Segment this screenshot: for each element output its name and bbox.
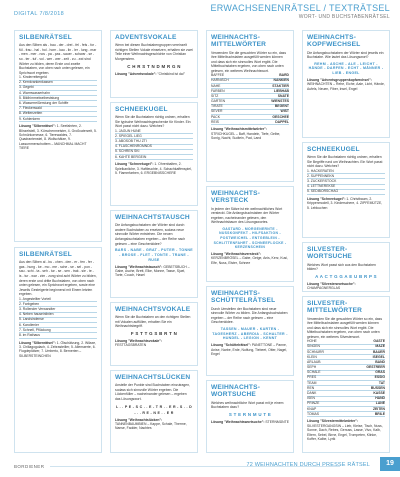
puzzle-item-label: 8. Weltenzeiten	[19, 111, 43, 116]
solution-text: WEIHNACHTEN – Rehe, Eiche, Aale, Licht, Hände, Aufels, Neuen, Fiber, Insel, Engel	[307, 82, 385, 91]
solution-label: Lösung "Adventsvokale":	[115, 71, 157, 76]
left-word: HARNISCH	[211, 78, 229, 83]
solution-text: FESTTAGSBRATEN	[115, 343, 147, 348]
solution-text: 1. Christbaum, 2. Krippenmodell, 3. Kinderschere, 4. ZIPFEMÜTZE, 5. Lebkuchen	[307, 196, 383, 210]
right-word: SNATE	[277, 93, 289, 98]
card-title: SILBENRÄTSEL	[19, 34, 72, 41]
card-intro: Die Anfangsbuchstaben der Wörter sind jeweils ein Buchstabe. Wie lautet das Lösungswort?	[307, 50, 384, 60]
word-row	[307, 372, 385, 376]
puzzle-item-label: 3. Rollender Verwandter	[19, 307, 56, 312]
page-number: 19	[380, 457, 400, 471]
puzzle-item-label: 6. Kandienier	[19, 322, 39, 327]
puzzle-item	[115, 156, 193, 160]
left-word: NAHE	[211, 83, 221, 88]
word-rows	[303, 340, 389, 417]
left-word: TEAM	[307, 380, 317, 385]
puzzle-item-label: 4. Neben hauseinlinien	[19, 312, 54, 317]
card-intro: Wenn bei diesen Buchstabengruppen vereinzelt richtigen Stellen Vokale einsetzen, erhalten sie zwei Teile einer Weihnachtsgeschichte von Christian Morgenstern.	[115, 43, 193, 62]
card-title: SILVESTER-MITTELWÖRTER	[307, 300, 363, 315]
right-word: ISEGEL	[372, 354, 385, 359]
right-word: BARD	[279, 73, 289, 78]
left-word: ISEN	[307, 396, 315, 401]
card-title: WEIHNACHTSVOKALE	[115, 306, 191, 313]
solution-label: Lösung "Weihnachtsvokale":	[115, 339, 163, 344]
puzzle-item-label: 1. JAGUN HUNE	[115, 128, 141, 133]
adventsvokale-card	[110, 30, 198, 98]
weihnachtsversteck-card	[206, 186, 294, 282]
puzzle-item-label: 4. FLASCHENROMNDS	[115, 144, 152, 149]
item-list	[111, 130, 197, 160]
page-header	[14, 3, 390, 23]
card-intro: In jedem der Sätze ist ein weihnachtliches Wort versteckt. Die Anfangsbuchstaben der Wörter ergeben, nacheinander gelesen, den Weihnachtsbaum des Lösungswortes.	[211, 206, 283, 225]
right-word: LIEBHAB	[273, 88, 289, 93]
puzzle-item-label: 8. im Rathaus	[19, 333, 40, 337]
solution-text: GEBETSBUCH – Gabe, Asche, Brett, Elke, Monne, Tasse, Sjuel, Torte, Couch, Hasel	[115, 264, 190, 278]
card-title: WEIHNACHTS-MITTELWÖRTER	[211, 34, 267, 49]
column-3	[206, 30, 294, 453]
right-word: WIST	[280, 109, 289, 114]
right-word: BEGENT	[274, 104, 289, 109]
solution-label: Lösung "Schneekugel":	[115, 162, 154, 167]
puzzle-item-label: 5. SCHREN SKI	[115, 149, 140, 154]
right-word: WIENSTES	[271, 99, 289, 104]
word-row	[211, 121, 289, 125]
card-intro: Welches weihnachtliche Wort passt mit je einem Buchstaben dazu?	[211, 400, 284, 410]
right-word: BUSSEN	[370, 385, 385, 390]
solution-label: Lösung "Adventsgruppenkopfwechsel":	[307, 78, 372, 83]
solution-label: Lösung "Weihnachtsversteck":	[211, 251, 262, 256]
puzzle-words: TASSEN - MAUER - KARTEN - TAGESHERZ - ABERDIA - SCHALTER - HUNDEL - LEGION - KENNT	[212, 326, 288, 341]
silvester-wortsuche-card	[302, 242, 390, 292]
right-word: GESTREER	[366, 365, 385, 370]
schneekugel-card	[110, 102, 198, 206]
card-title: SILVESTER-WORTSUCHE	[307, 246, 353, 261]
weihnachtsluecken-card	[110, 370, 198, 453]
card-intro: Verwenden Sie die gesuchten Wörter so ein, dass ihre Mittelbuchstaben ausgefüllt werden können und dass sich ein sinnvolles Wort ergibt. Die Mittelbuchstaben ergeben, von oben nach unten gelesen, ein weiteres Weihnachtswort.	[211, 50, 287, 73]
solution-text: "Christkind ist da!"	[157, 71, 185, 76]
left-word: BAFFEE	[211, 73, 225, 78]
right-word: KASSE	[373, 391, 385, 396]
puzzle-words: L . . P E - S C . . E - T R . . E R - S . . D - . . R E - N E . . E R	[115, 404, 193, 415]
word-row	[307, 392, 385, 396]
card-title: SCHNEEKUGEL	[115, 106, 168, 113]
solution	[211, 252, 289, 265]
kopfwechsel-card	[302, 30, 390, 138]
left-word: KLEIN	[307, 354, 317, 359]
puzzle-item-label: 5. SEDIBORSCHAG	[307, 189, 339, 194]
left-word: DANK	[307, 391, 317, 396]
solution	[307, 197, 385, 210]
left-word: PACK	[211, 114, 220, 119]
puzzle-item-label: 7. Fleckenwald	[19, 106, 42, 111]
word-rows	[207, 74, 293, 125]
solution	[115, 162, 193, 175]
solution-text: PANETTONE – Panne, Anise, Narbe, Erde, Nulfung, Tiebeet, Otter, Nagel, Engel	[211, 343, 288, 357]
right-word: GESCHEE	[272, 114, 289, 119]
silbenraetsel-card-1	[14, 30, 102, 242]
right-word: BAND	[375, 359, 385, 364]
card-intro: Aus den Silben als - bau - der - drei - fel - fels - for - fül - frau - hal - hol - horn - kau - lin - ler - lung - mar - men - mer - nos - pa - pas - sauer - schwar - se - so - ter - tuf - vol - wer - wer - zeit - zu - zwi sind Wörter zu bilden, deren Erste und zweite Buchstaben, von oben nach unten gelesen, ein Sprichwort ergeben.	[19, 43, 97, 75]
brand-label: DIGITAL 7/8/2018	[14, 11, 65, 17]
puzzle-letters: F S T T G S B R T N	[130, 331, 178, 337]
puzzle-item-label: 4. Warmwasserhahn	[19, 90, 50, 95]
solution	[211, 343, 289, 356]
puzzle-item-label: 6. Wasserreißerstung der Schiffe	[19, 101, 69, 106]
left-word: PRINZE	[307, 401, 320, 406]
left-word: GARTEN	[211, 99, 226, 104]
weihnachtsmittelwoerter-card	[206, 30, 294, 182]
solution-label: Lösung "Weihnachtstausch":	[115, 264, 163, 269]
puzzle-item-label: 6. KAHTE BERGEIN	[115, 154, 147, 159]
puzzle-letters: S T E R N M U T E	[228, 411, 272, 417]
solution	[211, 420, 289, 424]
item-list	[303, 170, 389, 195]
card-title: SILBENRÄTSEL	[19, 251, 72, 258]
solution	[19, 341, 97, 359]
solution-label: Lösung "Silbenrätsel":	[19, 340, 56, 345]
card-intro: Wenn Sie die Buchstaben richtig ordnen, erhalten Sie Begriffe rund um Weihnachten. Ein Wort passt nicht dazu. Welches?	[307, 155, 383, 169]
solution	[307, 419, 385, 441]
card-title: SCHNEEKUGEL	[307, 146, 360, 153]
solution-label: Lösung "Weihnachtslücken":	[115, 417, 163, 422]
left-word: TIRATE	[211, 104, 223, 109]
solution	[115, 72, 193, 76]
left-word: FARBEN	[211, 88, 225, 93]
page-subtitle: WORT- UND BUCHSTABENRÄTSEL	[298, 14, 390, 20]
card-intro: Anstelle der Punkte sind Buchstaben einzutragen, sodass sich sinnvolle Wörter ergeben. Die Lückenfüller – nacheinander gelesen – ergeben das Lösungswort.	[115, 383, 191, 402]
card-title: WEIHNACHTSTAUSCH	[115, 214, 190, 221]
silvester-mittelwoerter-card	[302, 296, 390, 453]
left-word: SEPH	[307, 365, 317, 370]
card-title: WEIHNACHTS-SCHÜTTELRÄTSEL	[211, 290, 276, 305]
page-footer	[14, 461, 400, 471]
left-word: HOHE	[307, 339, 317, 344]
right-word: GASTE	[373, 339, 385, 344]
puzzle-item-label: 9. Kohlenkern	[19, 116, 40, 121]
right-word: LANE	[375, 401, 385, 406]
publisher-logo: BORDIENER	[14, 464, 45, 469]
puzzle-item	[19, 118, 97, 122]
puzzle-item-label: 7. Schnell, Pflückung	[19, 327, 51, 332]
solution-text: STERNMÜNTE	[265, 419, 289, 424]
card-title: WEIHNACHTSLÜCKEN	[115, 374, 191, 381]
solution-text: 1. Seefahrten, 2. Blinzelstell, 3. Kürschenmeister, 4. Großvaterzeit, 5. Schnürkornesse, 6. Tierewaldes, 7. Quadrantenstel, 8. Wollschätze, 9. Lassummerschottem – MANCHMAL MACHT TIERE	[19, 124, 97, 151]
solution-text: CHAMPAGNERGLAS	[307, 286, 341, 291]
item-list	[15, 76, 101, 122]
left-word: PRES	[307, 375, 317, 380]
left-word: SINGEN	[307, 344, 320, 349]
solution-label: Lösung "Weihnachtswortsuche":	[211, 419, 265, 424]
solution-text: KERZENBRÖSEL – Gabe, Geige, Anis, Kerz, Kusi, Elfe, Nuss, Elster, Schnee	[211, 256, 288, 265]
card-intro: Verwenden Sie die gesuchten Wörter so ein, dass ihre Mittelbuchstaben ausgefüllt werden können und dass sich ein sinnvolles Wort ergibt. Die Mittelbuchstaben ergeben, von oben nach unten gelesen, ein weiteres Silvesterwort.	[307, 316, 383, 339]
card-title: ADVENTSVOKALE	[115, 34, 177, 41]
right-word: STAKTIER	[272, 83, 289, 88]
solution-label: Lösung "Silvestermittelwörter":	[307, 419, 359, 424]
item-list	[15, 298, 101, 339]
solution-label: Lösung "Schneekugel":	[307, 196, 346, 201]
footer-text: 72 WEIHNACHTEN DURCH PRESSE RÄTSEL	[246, 462, 370, 468]
puzzle-item-label: 5. Landsindense	[19, 317, 44, 322]
right-word: GRAS	[375, 370, 385, 375]
right-word: BAUER	[372, 349, 385, 354]
solution	[115, 418, 193, 431]
schuettelraetsel-card	[206, 286, 294, 376]
right-word: BRILE	[374, 411, 385, 416]
right-word: MAZE	[375, 344, 385, 349]
puzzle-item-label: 4. LETTNEREKSE	[307, 184, 336, 189]
puzzle-item-label: 3. ABOSOB THU ZTI	[115, 139, 147, 144]
solution	[307, 282, 385, 291]
left-word: REIS	[211, 119, 219, 124]
card-title: WEIHNACHTS-VERSTECK	[211, 190, 261, 205]
left-word: REN	[307, 385, 315, 390]
column-2	[110, 30, 198, 453]
right-word: TAT	[378, 380, 385, 385]
puzzle-item-label: 1. HACKERATEN	[307, 168, 334, 173]
solution	[307, 78, 385, 91]
word-row	[307, 413, 385, 417]
card-title: WEIHNACHTS-WORTSUCHE	[211, 384, 261, 399]
column-1	[14, 30, 102, 453]
card-intro: Welches Wort passt sich aus den Buchstaben bilden?	[307, 262, 376, 272]
solution-text: SILVESTERGANGSIN – Lieb, Kleise, Tisch, Nuss, Sonne, Dach, Rebes, Genuss, Lasse, Vivo, Kalb, Eltern, Sebel, Birne, Engel, Trompeten, Klinke, Koffer, Kalbe, Lyrik	[307, 423, 383, 441]
weihnachtstausch-card	[110, 210, 198, 298]
solution	[115, 339, 193, 348]
right-word: ZEITEN	[372, 406, 385, 411]
right-word: DAPPEL	[275, 119, 289, 124]
puzzle-item-label: 2. Kernkrankenkassen	[19, 80, 53, 85]
right-word: HAND	[375, 396, 385, 401]
word-row	[307, 377, 385, 381]
solution	[19, 124, 97, 150]
solution-label: Lösung "Weihnachtsmittelwörter":	[211, 127, 267, 132]
puzzle-item	[19, 334, 97, 338]
solution-label: Lösung "Silbenrätsel":	[19, 124, 56, 129]
puzzle-item-label: 5. Bildhimmelweibeststung	[19, 95, 60, 100]
card-intro: Wenn Sie die Buchstaben richtig ordnen, erhalten Sie typische Weihnachtsgeschenke für Kinder. Ein Wort passt nicht dazu. Welches?	[115, 115, 191, 129]
puzzle-item-label: 1. Angestellter Vorteil	[19, 296, 51, 301]
puzzle-item-label: 3. Gegebi	[19, 85, 34, 90]
schneekugel-card-2	[302, 142, 390, 238]
weihnachtsvokale-card	[110, 302, 198, 366]
solution-text: STRICHKUGEL – Baff, Handeln, Tiefe, Gelbe, Sonig, Nacht, Sudtein, Pad, Land	[211, 131, 281, 141]
card-intro: Durch Umstellen der Buchstaben sind neue sinnvolle Wörter zu bilden. Die Anfangsbuchstaben ergeben – der Reihe nach gelesen – eine Geschenkidee.	[211, 306, 288, 325]
puzzle-letters: C H R S T N D M R G N	[127, 63, 181, 69]
left-word: SEVER	[211, 109, 223, 114]
puzzle-letters: A A C T G G A E U B R P S	[315, 273, 377, 279]
puzzle-item	[307, 191, 385, 195]
card-title: WEIHNACHTS-KOPFWECHSEL	[307, 34, 361, 49]
puzzle-words: BARS - NABE - GRAT - PUTER - TONNE - BROSE - FLET - TONTE - TRANE - RUSE	[115, 248, 193, 262]
left-word: TOMAS	[307, 411, 319, 416]
puzzle-item-label: 3. ZUCKERSTOCK	[307, 179, 337, 184]
solution-label: Lösung "Schüttelrätsel":	[211, 343, 251, 348]
puzzle-item-label: 2. SPIEGEL LIEG	[115, 133, 142, 138]
solution-label: Lösung "Silvesterwortsuche":	[307, 281, 356, 286]
left-word: SCHNURR	[307, 349, 324, 354]
left-word: SCHALE	[307, 370, 321, 375]
right-word: NANKIEN	[273, 78, 289, 83]
left-word: ARLAUB	[307, 359, 321, 364]
solution	[115, 265, 193, 278]
card-intro: Wenn Sie die Buchstaben an den richtigen Stellen mit Vokalen auffüllen, erhalten Sie ein Weihnachtsbegriff.	[115, 315, 191, 329]
card-intro: Aus den Silben al - bu - chen - den - er - fen - fer - gas - hung - ke - mo - me - sche - se - sel - pon - sau - schi - ta - seh - tur - se - sen - trak - sie - te - is - tur - war - zim - zung sind acht Wörter zu bilden, deren erste und dritte Buchstaben, von oben nach unten gelesen, ein Sprichwort ergeben, sowie eine Jeweils Gesteigerte beginnend mit Einem letzten ergeben.	[19, 260, 97, 297]
card-intro: Die Anfangsbuchstaben der Wörter sind durch andere Buchstaben zu ersetzen, sodass neue sinnvolle Wörter entstehen. Die neuen Anfangsbuchstaben ergeben – der Reihe nach gelesen – eine Geschenkidee?	[115, 223, 186, 246]
solution-text: 1. Ölschätzung, 2. Wilaxe, 3. Chiliagogulach, 4. Zebrasteiller, 5. Allemaerte, 6. Flugdeplätzer, 7. Umberto, 8. Bernerien – SILBERSTEINCHEN	[19, 340, 97, 358]
left-word: SITZ	[211, 93, 219, 98]
solution-text: TANNENBAUMBIEN – Kappe, Schale, Therme, Nanse, Fadder, Nachtes	[115, 422, 187, 431]
puzzle-item-label: 1. Kinderreitergeld	[19, 75, 47, 80]
solution	[211, 127, 289, 140]
puzzle-page	[14, 30, 390, 453]
column-4	[302, 30, 390, 453]
left-word: KNAP	[307, 406, 317, 411]
solution-text: 1. Ohrenbalten, 2. Spielkanliche, 3. Haftleuchte, 4. Schachkaffenspiel, 5. Flammfarben, 6. ERGEBNISSCHERE	[115, 162, 192, 175]
right-word: ESSIG	[374, 375, 385, 380]
puzzle-words: GASTARD - MORGENERNTE - NUSSKONFEKT - HILFSAKTION - POSTWEICHEL - ENTGEBLEIN - SCHLITTENFAHRT - SCHNEEFLOCKE - KERZENSCHEIN	[213, 226, 287, 250]
silbenraetsel-card-2	[14, 247, 102, 453]
puzzle-item-label: 2. Farbgeben	[19, 301, 40, 306]
weihnachtswortsuche-card	[206, 380, 294, 453]
puzzle-item-label: 2. SUPPENNEKN	[307, 173, 335, 178]
page-title: ERWACHSENENRÄTSEL / TEXTRÄTSEL	[210, 3, 390, 13]
puzzle-words: REHM - ASCHE - ALE - LEICHT - HÄNDE - DARFEN - ECHT - MÄNNER - LIEB - ENGEL	[308, 61, 384, 76]
